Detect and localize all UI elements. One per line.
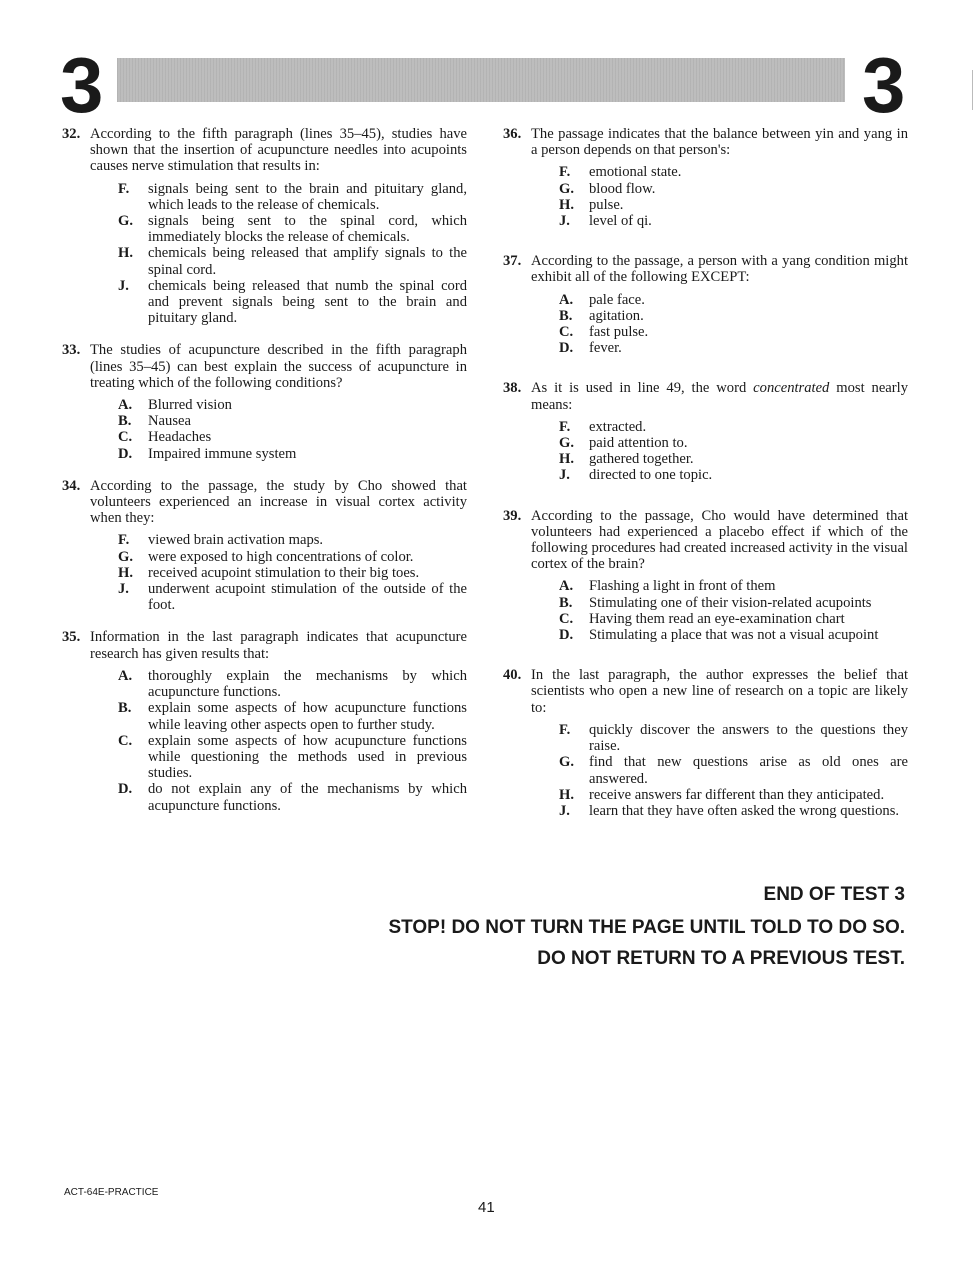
choice-letter: G. bbox=[118, 213, 133, 230]
choice-letter: G. bbox=[118, 548, 133, 565]
stem-italic-word: concentrated bbox=[753, 380, 830, 397]
choice-letter: J. bbox=[559, 467, 570, 484]
no-return-notice: DO NOT RETURN TO A PREVIOUS TEST. bbox=[537, 948, 905, 969]
choice-text: receive answers far different than they anticipated. bbox=[589, 786, 885, 803]
answer-choice[interactable] bbox=[90, 397, 467, 413]
choice-text: signals being sent to the spinal cord, which immediately blocks the release of chemicals. bbox=[148, 213, 467, 246]
question-37 bbox=[503, 253, 908, 356]
question-number: 38. bbox=[503, 380, 522, 397]
answer-choices bbox=[531, 164, 908, 229]
question-number: 33. bbox=[62, 342, 81, 359]
choice-text: agitation. bbox=[589, 307, 644, 324]
answer-choice[interactable] bbox=[90, 413, 467, 429]
choice-letter: F. bbox=[118, 532, 130, 549]
choice-text: underwent acupoint stimulation of the outside of the foot. bbox=[148, 581, 467, 614]
choice-text: blood flow. bbox=[589, 180, 656, 197]
choice-text: pulse. bbox=[589, 196, 624, 213]
answer-choice[interactable] bbox=[531, 451, 908, 467]
choice-text: do not explain any of the mechanisms by which acupuncture functions. bbox=[148, 781, 467, 814]
footer-form-code: ACT-64E-PRACTICE bbox=[64, 1187, 159, 1198]
choice-letter: A. bbox=[559, 291, 574, 308]
answer-choice[interactable] bbox=[531, 197, 908, 213]
answer-choice[interactable] bbox=[90, 581, 467, 613]
answer-choice[interactable] bbox=[90, 549, 467, 565]
answer-choices bbox=[90, 668, 467, 814]
choice-text: were exposed to high concentrations of color. bbox=[148, 548, 414, 565]
choice-text: chemicals being released that amplify signals to the spinal cord. bbox=[148, 245, 467, 278]
choice-text: pale face. bbox=[589, 291, 645, 308]
answer-choices bbox=[531, 419, 908, 484]
choice-text: find that new questions arise as old ones are answered. bbox=[589, 754, 908, 787]
choice-text: extracted. bbox=[589, 418, 647, 435]
section-number-right: 3 bbox=[862, 41, 906, 129]
answer-choice[interactable] bbox=[90, 781, 467, 813]
answer-choice[interactable] bbox=[531, 722, 908, 754]
choice-text: fever. bbox=[589, 340, 622, 357]
question-stem: According to the fifth paragraph (lines 35–45), studies have shown that the insertion of acupuncture needles into acupoints causes nerve stimulation that results in: bbox=[90, 126, 467, 175]
question-stem: In the last paragraph, the author expresses the belief that scientists who open a new line of research on a topic are likely to: bbox=[531, 667, 908, 716]
question-35 bbox=[62, 629, 467, 813]
page-number: 41 bbox=[478, 1199, 495, 1216]
choice-letter: A. bbox=[559, 578, 574, 595]
answer-choice[interactable] bbox=[90, 429, 467, 445]
choice-text: level of qi. bbox=[589, 213, 652, 230]
choice-letter: D. bbox=[118, 445, 133, 462]
choice-text: Blurred vision bbox=[148, 397, 232, 414]
question-number: 32. bbox=[62, 126, 81, 142]
answer-choices bbox=[90, 532, 467, 613]
choice-text: signals being sent to the brain and pituitary gland, which leads to the release of chemicals. bbox=[148, 180, 467, 213]
question-stem: The passage indicates that the balance between yin and yang in a person depends on that person's: bbox=[531, 126, 908, 159]
question-number: 35. bbox=[62, 629, 81, 646]
choice-letter: C. bbox=[118, 732, 133, 749]
question-39 bbox=[503, 508, 908, 644]
choice-letter: J. bbox=[559, 802, 570, 819]
right-column bbox=[503, 126, 908, 819]
choice-letter: J. bbox=[118, 581, 129, 598]
choice-text: chemicals being released that numb the spinal cord and prevent signals being sent to the brain and pituitary gland. bbox=[148, 277, 467, 327]
choice-letter: A. bbox=[118, 667, 133, 684]
answer-choices bbox=[90, 397, 467, 462]
answer-choice[interactable] bbox=[531, 754, 908, 786]
header-bar bbox=[117, 58, 845, 102]
choice-text: Stimulating one of their vision-related acupoints bbox=[589, 594, 872, 611]
choice-letter: H. bbox=[559, 451, 574, 468]
choice-letter: G. bbox=[559, 180, 574, 197]
choice-letter: F. bbox=[559, 418, 571, 435]
choice-letter: D. bbox=[559, 627, 574, 644]
question-34 bbox=[62, 478, 467, 614]
answer-choice[interactable] bbox=[90, 278, 467, 327]
choice-letter: H. bbox=[118, 564, 133, 581]
answer-choice[interactable] bbox=[531, 578, 908, 594]
answer-choice[interactable] bbox=[531, 292, 908, 308]
answer-choice[interactable] bbox=[90, 565, 467, 581]
choice-text: explain some aspects of how acupuncture functions while questioning the methods used in previous studies. bbox=[148, 732, 467, 782]
edge-mark bbox=[972, 70, 973, 110]
choice-letter: C. bbox=[559, 610, 574, 627]
answer-choice[interactable] bbox=[531, 627, 908, 643]
choice-letter: D. bbox=[118, 781, 133, 798]
question-stem bbox=[531, 380, 908, 412]
left-column bbox=[62, 126, 467, 814]
section-number-left: 3 bbox=[60, 41, 104, 129]
answer-choice[interactable] bbox=[531, 611, 908, 627]
choice-text: thoroughly explain the mechanisms by which acupuncture functions. bbox=[148, 667, 467, 701]
answer-choices bbox=[531, 722, 908, 819]
stop-notice: STOP! DO NOT TURN THE PAGE UNTIL TOLD TO DO SO. bbox=[388, 917, 905, 938]
choice-text: Having them read an eye-examination chart bbox=[589, 610, 845, 627]
answer-choice[interactable] bbox=[531, 340, 908, 356]
choice-letter: F. bbox=[118, 180, 130, 197]
choice-letter: C. bbox=[559, 324, 574, 341]
answer-choice[interactable] bbox=[531, 181, 908, 197]
choice-text: gathered together. bbox=[589, 451, 694, 468]
question-stem: Information in the last paragraph indicates that acupuncture research has given results that: bbox=[90, 629, 467, 662]
choice-text: Stimulating a place that was not a visual acupoint bbox=[589, 627, 879, 644]
question-number: 40. bbox=[503, 667, 522, 684]
question-number: 39. bbox=[503, 507, 522, 524]
question-40 bbox=[503, 667, 908, 819]
choice-text: directed to one topic. bbox=[589, 467, 713, 484]
question-33 bbox=[62, 342, 467, 461]
choice-text: explain some aspects of how acupuncture functions while leaving other aspects open to further study. bbox=[148, 700, 467, 733]
choice-letter: J. bbox=[118, 277, 129, 294]
stem-text: As it is used in line 49, the word bbox=[531, 380, 754, 397]
question-number: 34. bbox=[62, 477, 81, 494]
question-38 bbox=[503, 380, 908, 483]
answer-choice[interactable] bbox=[531, 419, 908, 435]
answer-choice[interactable] bbox=[90, 668, 467, 700]
question-36 bbox=[503, 126, 908, 229]
answer-choice[interactable] bbox=[90, 700, 467, 732]
choice-text: emotional state. bbox=[589, 164, 682, 181]
choice-letter: B. bbox=[559, 307, 573, 324]
answer-choice[interactable] bbox=[531, 803, 908, 819]
question-stem: According to the passage, a person with a yang condition might exhibit all of the following EXCEPT: bbox=[531, 253, 908, 286]
choice-text: Nausea bbox=[148, 413, 191, 430]
choice-letter: H. bbox=[118, 245, 133, 262]
question-32 bbox=[62, 126, 467, 326]
answer-choice[interactable] bbox=[531, 787, 908, 803]
answer-choice[interactable] bbox=[531, 595, 908, 611]
answer-choice[interactable] bbox=[531, 467, 908, 483]
choice-text: viewed brain activation maps. bbox=[148, 532, 324, 549]
choice-letter: F. bbox=[559, 721, 571, 738]
answer-choice[interactable] bbox=[90, 733, 467, 782]
answer-choices bbox=[90, 181, 467, 327]
choice-letter: B. bbox=[118, 413, 132, 430]
answer-choice[interactable] bbox=[90, 446, 467, 462]
choice-letter: G. bbox=[559, 435, 574, 452]
choice-text: paid attention to. bbox=[589, 435, 688, 452]
choice-letter: C. bbox=[118, 429, 133, 446]
choice-letter: D. bbox=[559, 340, 574, 357]
answer-choice[interactable] bbox=[531, 164, 908, 180]
question-number: 36. bbox=[503, 126, 522, 142]
choice-letter: J. bbox=[559, 213, 570, 230]
choice-letter: H. bbox=[559, 196, 574, 213]
answer-choices bbox=[531, 292, 908, 357]
choice-letter: B. bbox=[559, 594, 573, 611]
answer-choice[interactable] bbox=[531, 324, 908, 340]
question-stem: According to the passage, the study by Cho showed that volunteers experienced an increase in visual cortex activity when they: bbox=[90, 477, 467, 527]
choice-letter: A. bbox=[118, 397, 133, 414]
choice-letter: B. bbox=[118, 700, 132, 717]
answer-choice[interactable] bbox=[531, 213, 908, 229]
choice-letter: F. bbox=[559, 164, 571, 181]
choice-text: quickly discover the answers to the questions they raise. bbox=[589, 721, 908, 755]
choice-text: learn that they have often asked the wrong questions. bbox=[589, 802, 900, 819]
answer-choice[interactable] bbox=[531, 308, 908, 324]
question-stem: The studies of acupuncture described in the fifth paragraph (lines 35–45) can best explain the success of acupuncture in treating which of the following conditions? bbox=[90, 342, 467, 391]
question-stem: According to the passage, Cho would have determined that volunteers had experienced a placebo effect if which of the following procedures had created increased activity in the visual cortex of the brain? bbox=[531, 507, 908, 573]
answer-choice[interactable] bbox=[90, 532, 467, 548]
choice-text: received acupoint stimulation to their big toes. bbox=[148, 564, 420, 581]
choice-text: Headaches bbox=[148, 429, 212, 446]
choice-text: Flashing a light in front of them bbox=[589, 578, 776, 595]
answer-choice[interactable] bbox=[90, 181, 467, 213]
answer-choices bbox=[531, 578, 908, 643]
choice-letter: G. bbox=[559, 754, 574, 771]
question-number: 37. bbox=[503, 253, 522, 270]
answer-choice[interactable] bbox=[90, 245, 467, 277]
choice-letter: H. bbox=[559, 786, 574, 803]
end-of-test-notice: END OF TEST 3 bbox=[763, 884, 905, 905]
choice-text: fast pulse. bbox=[589, 324, 649, 341]
choice-text: Impaired immune system bbox=[148, 445, 297, 462]
stem-text: most nearly means: bbox=[531, 380, 908, 413]
answer-choice[interactable] bbox=[531, 435, 908, 451]
answer-choice[interactable] bbox=[90, 213, 467, 245]
